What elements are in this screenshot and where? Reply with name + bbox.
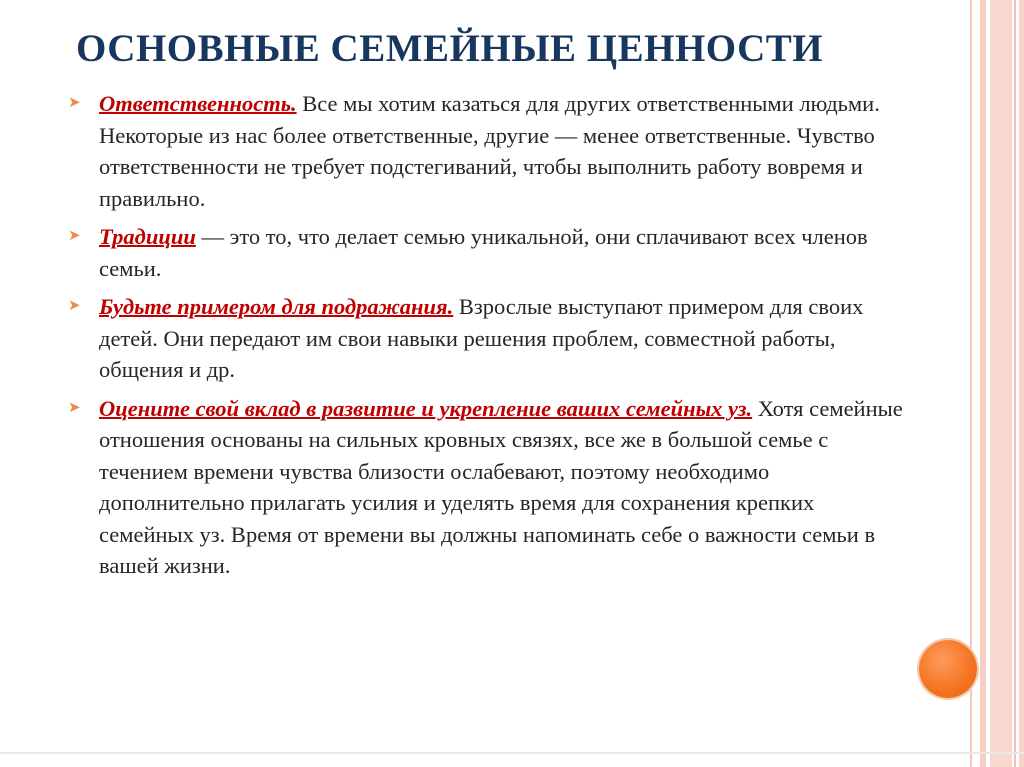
slide-title: ОСНОВНЫЕ СЕМЕЙНЫЕ ЦЕННОСТИ	[76, 27, 824, 70]
bullet-text: — это то, что делает семью уникальной, они сплачивают всех членов семьи.	[99, 224, 868, 281]
bullet-text: Хотя семейные отношения основаны на сильных кровных связях, все же в большой семье с течением времени чувства близости ослабевают, поэтому необходимо дополнительно прилагать усилия и уделять время для сохранения крепких семейных уз. Время от времени вы должны напоминать себе о важности семьи в вашей жизни.	[99, 395, 903, 578]
bullet-term: Традиции	[99, 224, 196, 249]
bullet-item-responsibility	[68, 88, 908, 214]
bullet-arrow-icon: ➤	[68, 399, 81, 416]
bullet-arrow-icon: ➤	[68, 95, 81, 111]
bullet-item-family-bonds	[68, 393, 908, 582]
decorative-stripe	[980, 0, 986, 767]
bullet-term: Будьте примером для подражания.	[99, 294, 454, 319]
bullet-list	[68, 88, 908, 589]
bullet-term: Ответственность.	[99, 91, 297, 116]
decorative-stripe	[1019, 0, 1024, 767]
bullet-arrow-icon: ➤	[68, 228, 81, 244]
bullet-text: Все мы хотим казаться для других ответственными людьми. Некоторые из нас более ответственные, другие — менее ответственные. Чувство ответственности не требует подстегиваний, чтобы выполнить работу вовремя и правильно.	[99, 91, 880, 211]
bullet-text: Взрослые выступают примером для своих детей. Они передают им свои навыки решения проблем, совместной работы, общения и др.	[99, 294, 864, 382]
orange-circle-decoration	[919, 640, 977, 698]
decorative-stripe	[1014, 0, 1016, 767]
decorative-stripe	[990, 0, 1012, 767]
bullet-arrow-icon: ➤	[68, 298, 81, 314]
bottom-divider	[0, 752, 1024, 754]
bullet-term: Оцените свой вклад в развитие и укрепление ваших семейных уз.	[99, 395, 753, 421]
bullet-item-traditions	[68, 221, 908, 284]
bullet-item-role-model	[68, 291, 908, 386]
